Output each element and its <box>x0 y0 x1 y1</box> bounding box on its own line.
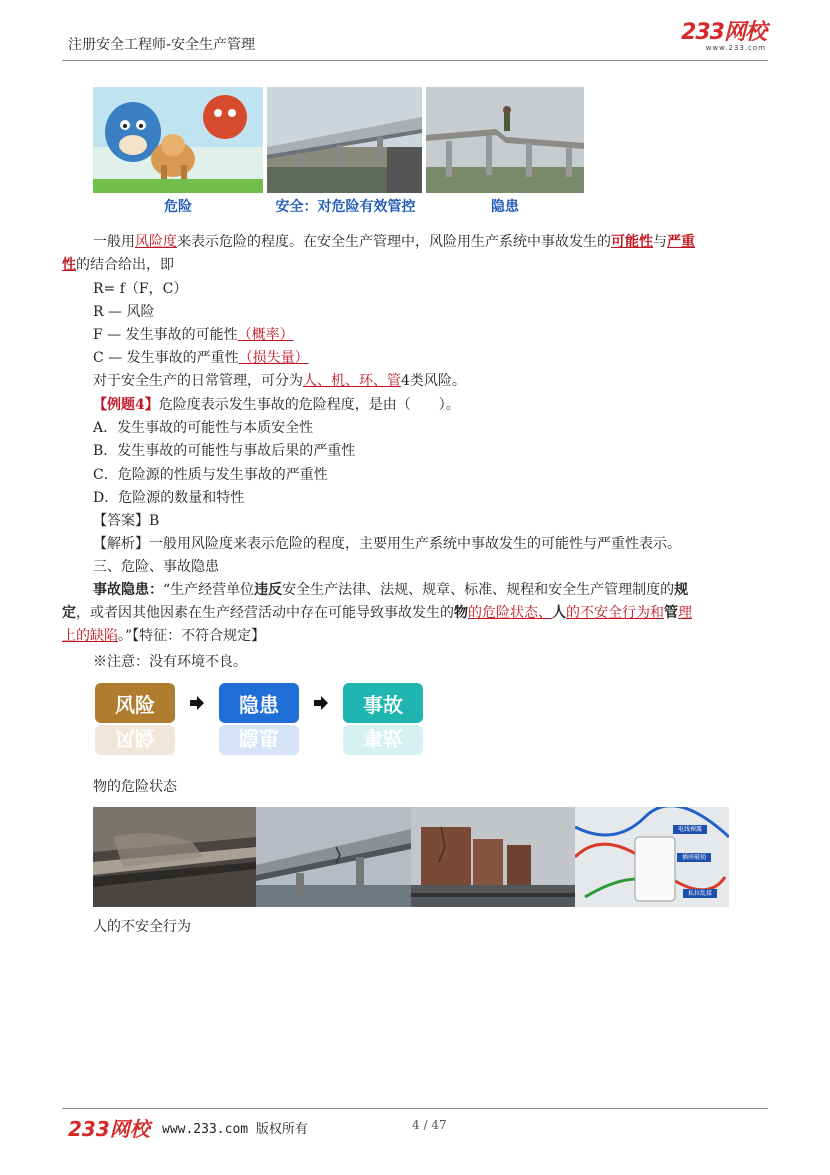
arrow-right-icon <box>189 695 205 711</box>
example-tag: 【例题4】 <box>93 397 159 413</box>
figure-object-hazards <box>93 807 729 907</box>
footer-copyright: www.233.com 版权所有 <box>162 1122 308 1137</box>
label-exposed-wire: 电线裸露 <box>677 826 702 833</box>
analysis: 【解析】一般用风险度来表示危险的程度，主要用生产系统中事故发生的可能性与严重性表示。 <box>93 536 681 552</box>
broken-bridge-hazard-image <box>426 87 584 193</box>
keyword-management-defect: 理 上的缺陷 <box>62 605 692 644</box>
formula-f-line: F — 发生事故的可能性（概率） <box>93 327 294 343</box>
flow-box-accident: 事故 <box>343 683 423 723</box>
flow-reflection-risk: 风险 <box>95 725 175 755</box>
keyword-probability: 可能性 <box>611 234 653 250</box>
formula-r-line: R — 风险 <box>93 304 155 320</box>
figure-danger-safety-hazard <box>93 87 584 193</box>
option-c: C．危险源的性质与发生事故的严重性 <box>93 467 328 483</box>
label-illegal-wiring: 私拉乱接 <box>687 890 712 897</box>
messy-wiring-image <box>575 807 729 907</box>
rusty-tanks-image <box>411 807 575 907</box>
brand-logo: 233网校 www.233.com <box>681 20 766 52</box>
option-d: D．危险源的数量和特性 <box>93 490 245 506</box>
arrow-right-icon <box>313 695 329 711</box>
daily-management-paragraph: 对于安全生产的日常管理，可分为人、机、环、管4类风险。 <box>93 373 466 389</box>
section-title-object-state: 物的危险状态 <box>93 779 177 795</box>
section-title-person-unsafe: 人的不安全行为 <box>93 919 191 935</box>
option-a: A．发生事故的可能性与本质安全性 <box>93 420 314 436</box>
keyword-four-risks: 人、机、环、管 <box>303 373 401 389</box>
page-footer <box>62 1108 768 1149</box>
flow-box-hazard: 隐患 <box>219 683 299 723</box>
flow-reflection-accident: 事故 <box>343 725 423 755</box>
option-b: B．发生事故的可能性与事故后果的严重性 <box>93 443 356 459</box>
risk-hazard-accident-flow <box>95 683 435 763</box>
answer: 【答案】B <box>93 513 160 529</box>
caption-safety: 安全：对危险有效管控 <box>275 199 416 215</box>
cartoon-danger-image <box>93 87 263 193</box>
example-question: 【例题4】危险度表示发生事故的危险程度，是由（ ）。 <box>93 397 460 413</box>
risk-definition-paragraph: 一般用风险度来表示危险的程度。在安全生产管理中，风险用生产系统中事故发生的可能性与严重 性的结合给出，即 <box>62 234 695 273</box>
note: ※注意：没有环境不良。 <box>93 654 247 670</box>
formula-line: R= f（F，C） <box>93 281 188 297</box>
keyword-severity: 严重 性 <box>62 234 695 273</box>
bridge-safety-image <box>267 87 422 193</box>
page-header <box>62 18 768 61</box>
caption-danger: 危险 <box>164 199 192 215</box>
keyword-risk-degree: 风险度 <box>135 234 177 250</box>
formula-c-line: C — 发生事故的严重性（损失量） <box>93 350 309 366</box>
damaged-ceiling-pipes-image <box>93 807 256 907</box>
flow-reflection-hazard: 隐患 <box>219 725 299 755</box>
flow-box-risk: 风险 <box>95 683 175 723</box>
cracked-bridge-image <box>256 807 411 907</box>
section-title-hazards: 三、危险、事故隐患 <box>93 559 219 575</box>
label-broken-socket: 插座破损 <box>681 854 706 861</box>
page-number: 4 / 47 <box>412 1118 447 1132</box>
document-title: 注册安全工程师-安全生产管理 <box>68 37 256 53</box>
hazard-definition-paragraph: 事故隐患：“生产经营单位违反安全生产法律、法规、规章、标准、规程和安全生产管理制度的规 定，或者因其他因素在生产经营活动中存在可能导致事故发生的物的危险状态、人的不安全行为和管理 上的缺陷。”【特征：不符合规定】 <box>62 582 692 644</box>
footer-logo: 233网校 <box>68 1117 150 1141</box>
caption-hazard: 隐患 <box>491 199 519 215</box>
